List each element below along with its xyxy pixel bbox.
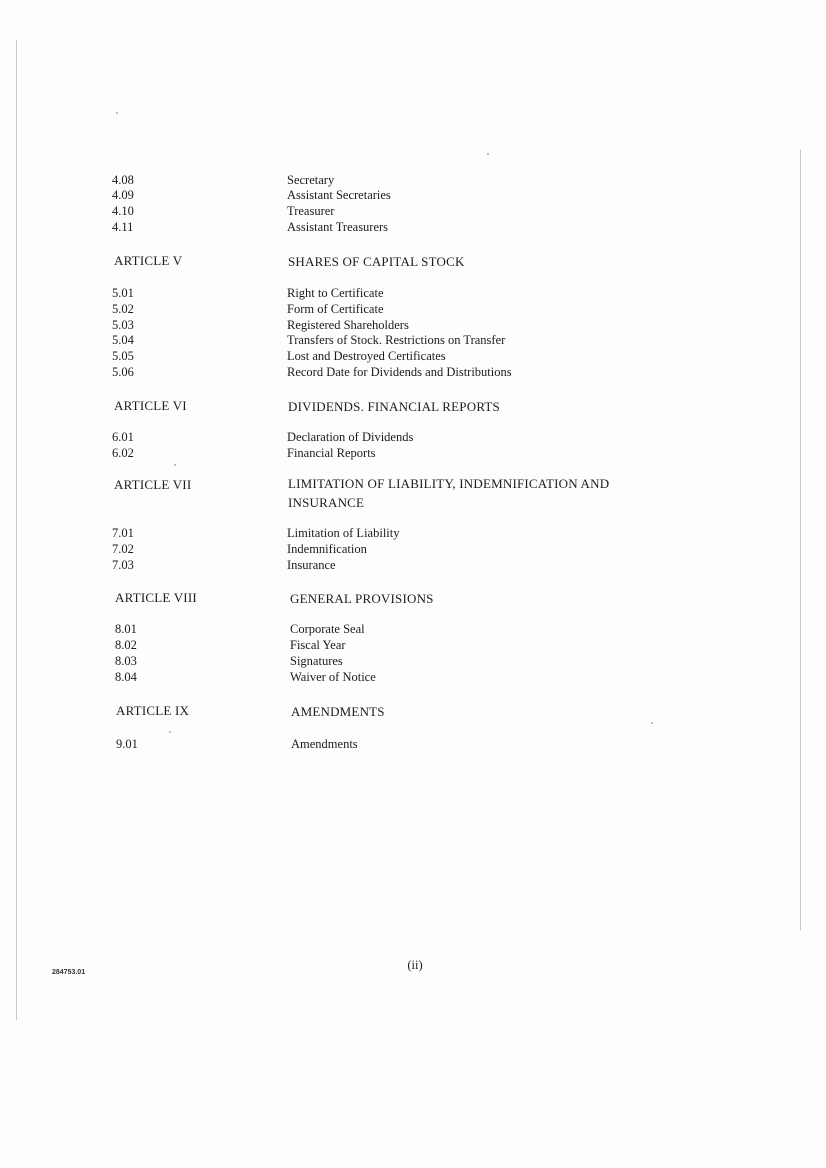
toc-section-row: [0, 525, 826, 541]
section-number: 5.05: [112, 349, 134, 363]
section-title: Assistant Secretaries: [287, 188, 391, 202]
article-title: GENERAL PROVISIONS: [290, 591, 434, 606]
article-label: ARTICLE IX: [116, 703, 190, 718]
section-number: 4.11: [112, 220, 134, 234]
section-title: Lost and Destroyed Certificates: [287, 349, 446, 363]
section-title: Signatures: [290, 654, 343, 668]
toc-section-row: [0, 219, 826, 235]
toc-section-row: [0, 736, 826, 752]
toc-section-row: [0, 445, 826, 461]
section-number: 6.01: [112, 430, 134, 444]
section-title: Record Date for Dividends and Distributions: [287, 365, 512, 379]
section-title: Secretary: [287, 173, 335, 187]
section-number: 7.03: [112, 558, 134, 572]
toc-section-row: [0, 653, 826, 669]
toc-section-row: [0, 332, 826, 348]
scan-speck: [487, 153, 489, 155]
section-title: Transfers of Stock. Restrictions on Transfer: [287, 333, 506, 347]
toc-section-row: [0, 172, 826, 188]
article-title: LIMITATION OF LIABILITY, INDEMNIFICATION AND INSURANCE: [288, 476, 610, 510]
section-number: 8.04: [115, 670, 137, 684]
section-number: 5.04: [112, 333, 134, 347]
article-label: ARTICLE VIII: [115, 590, 197, 605]
article-label: ARTICLE VI: [114, 398, 187, 413]
scan-speck: [651, 722, 653, 724]
toc-section-row: [0, 203, 826, 219]
section-title: Waiver of Notice: [290, 670, 376, 684]
section-title: Corporate Seal: [290, 622, 365, 636]
section-title: Declaration of Dividends: [287, 430, 414, 444]
section-number: 4.10: [112, 204, 134, 218]
article-label: ARTICLE VII: [114, 477, 192, 492]
document-id: 284753.01: [52, 969, 86, 976]
section-title: Assistant Treasurers: [287, 220, 389, 234]
section-number: 4.08: [112, 173, 134, 187]
section-number: 8.02: [115, 638, 137, 652]
toc-section-row: [0, 669, 826, 685]
section-title: Limitation of Liability: [287, 526, 400, 540]
section-title: Insurance: [287, 558, 336, 572]
section-number: 5.02: [112, 302, 134, 316]
scan-speck: [169, 731, 171, 733]
article-title: DIVIDENDS. FINANCIAL REPORTS: [288, 399, 500, 414]
section-number: 4.09: [112, 188, 134, 202]
toc-section-row: [0, 429, 826, 445]
scan-speck: [116, 112, 118, 114]
section-number: 8.01: [115, 622, 137, 636]
section-title: Registered Shareholders: [287, 318, 409, 332]
section-number: 5.01: [112, 286, 134, 300]
toc-section-row: [0, 364, 826, 380]
toc-section-row: [0, 301, 826, 317]
toc-section-row: [0, 557, 826, 573]
article-label: ARTICLE V: [114, 253, 183, 268]
toc-section-row: [0, 637, 826, 653]
toc-section-row: [0, 541, 826, 557]
toc-section-row: [0, 317, 826, 333]
section-title: Form of Certificate: [287, 302, 384, 316]
section-number: 7.02: [112, 542, 134, 556]
section-number: 9.01: [116, 737, 138, 751]
article-title: AMENDMENTS: [291, 704, 385, 719]
section-number: 5.06: [112, 365, 134, 379]
section-title: Indemnification: [287, 542, 367, 556]
section-title: Financial Reports: [287, 446, 376, 460]
section-title: Right to Certificate: [287, 286, 384, 300]
section-number: 5.03: [112, 318, 134, 332]
section-number: 8.03: [115, 654, 137, 668]
page-number: (ii): [407, 958, 423, 972]
article-title: SHARES OF CAPITAL STOCK: [288, 254, 465, 269]
toc-section-row: [0, 285, 826, 301]
section-number: 7.01: [112, 526, 134, 540]
toc-section-row: [0, 348, 826, 364]
toc-section-row: [0, 621, 826, 637]
scan-speck: [174, 464, 176, 466]
toc-section-row: [0, 187, 826, 203]
section-number: 6.02: [112, 446, 134, 460]
section-title: Treasurer: [287, 204, 335, 218]
section-title: Fiscal Year: [290, 638, 346, 652]
section-title: Amendments: [291, 737, 358, 751]
